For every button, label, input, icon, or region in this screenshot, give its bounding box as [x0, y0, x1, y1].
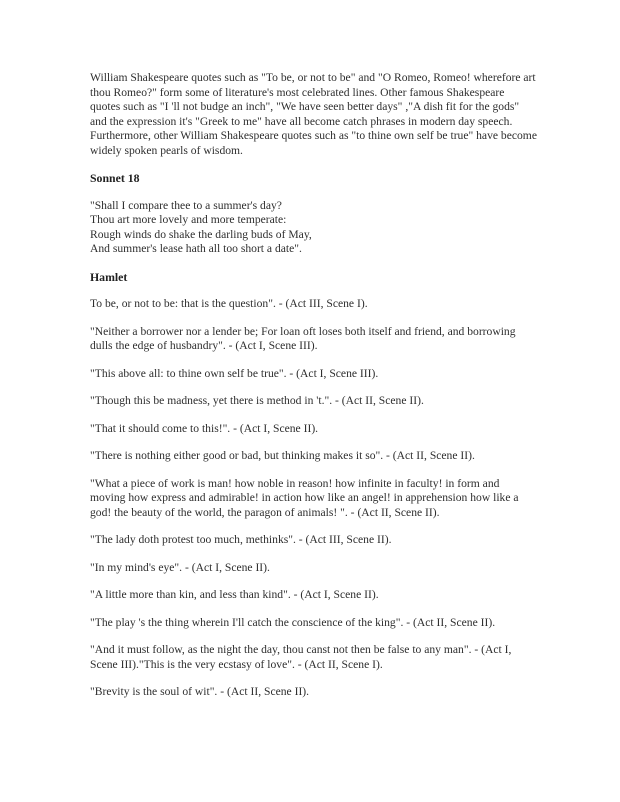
- intro-paragraph: William Shakespeare quotes such as "To be, or not to be" and "O Romeo, Romeo! wherefore art thou Romeo?" form some of literature's most celebrated lines. Other famous Shakespeare quotes such as "I 'll not budge an inch", "We have seen better days" ,"A dish fit for the gods" and the expression it's "Greek to me" have all become catch phrases in modern day speech. Furthermore, other William Shakespeare quotes such as "to thine own self be true" have become widely spoken pearls of wisdom.: [90, 71, 537, 157]
- hamlet-quote: "Neither a borrower nor a lender be; For loan oft loses both itself and friend, and borrowing dulls the edge of husbandry". - (Act I, Scene III).: [90, 324, 516, 352]
- hamlet-quote: "Though this be madness, yet there is method in 't.". - (Act II, Scene II).: [90, 394, 424, 407]
- sonnet-quote: [90, 199, 537, 257]
- sonnet-line: "Shall I compare thee to a summer's day?: [90, 198, 282, 212]
- hamlet-quote: "A little more than kin, and less than kind". - (Act I, Scene II).: [90, 588, 379, 601]
- hamlet-quote: To be, or not to be: that is the question". - (Act III, Scene I).: [90, 297, 368, 310]
- hamlet-heading: Hamlet: [90, 269, 128, 284]
- hamlet-quote: "That it should come to this!". - (Act I, Scene II).: [90, 421, 319, 435]
- hamlet-quote: "What a piece of work is man! how noble in reason! how infinite in faculty! in form and moving how express and admirable! in action how like an angel! in apprehension how like a god! the beauty of the world, the paragon of animals! ". - (Act II, Scene II).: [90, 476, 519, 519]
- hamlet-quote: "The play 's the thing wherein I'll catch the conscience of the king". - (Act II, Scene II).: [90, 615, 496, 629]
- hamlet-quote: "The lady doth protest too much, methinks". - (Act III, Scene II).: [90, 533, 392, 546]
- sonnet-line: Thou art more lovely and more temperate:: [90, 213, 287, 226]
- hamlet-quote: "Brevity is the soul of wit". - (Act II, Scene II).: [90, 685, 310, 698]
- sonnet-heading: Sonnet 18: [90, 171, 140, 185]
- sonnet-line: Rough winds do shake the darling buds of May,: [90, 227, 312, 241]
- hamlet-quote: "And it must follow, as the night the day, thou canst not then be false to any man". - (Act I, Scene III)."This is the very ecstasy of love". - (Act II, Scene I).: [90, 643, 512, 671]
- hamlet-quote: "There is nothing either good or bad, but thinking makes it so". - (Act II, Scene II).: [90, 449, 475, 462]
- hamlet-quote: "This above all: to thine own self be true". - (Act I, Scene III).: [90, 366, 379, 380]
- hamlet-quote: "In my mind's eye". - (Act I, Scene II).: [90, 560, 270, 574]
- sonnet-line: And summer's lease hath all too short a date".: [90, 242, 302, 255]
- document-content: [90, 71, 537, 713]
